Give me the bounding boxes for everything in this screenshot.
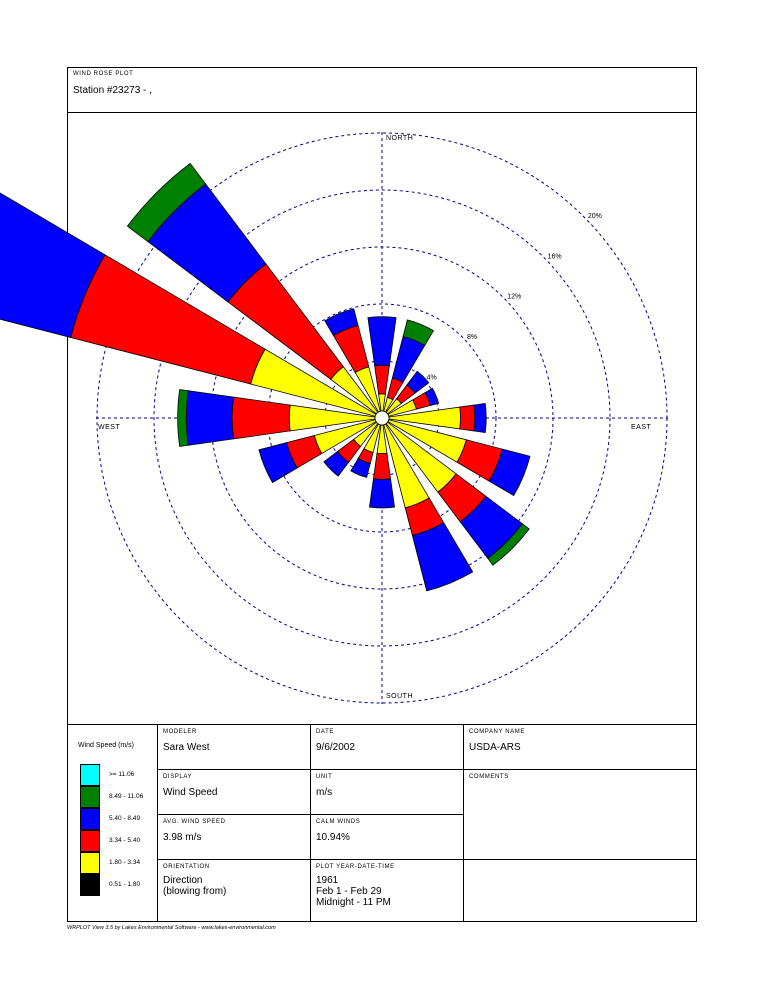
north-label: NORTH [386,135,414,142]
avg-speed-value: 3.98 m/s [163,832,202,843]
south-label: SOUTH [386,693,413,700]
legend-divider [157,724,158,922]
ring-label: 8% [466,334,478,342]
orientation-caption: ORIENTATION [163,864,210,870]
row-divider-3 [157,859,697,860]
ring-label: 4% [426,374,437,382]
modeler-value: Sara West [163,742,210,753]
row-divider-1 [157,769,697,770]
station-title: Station #23273 - , [73,85,152,96]
info-top-divider [67,724,697,725]
plot-hours: Midnight - 11 PM [316,897,391,908]
legend-label: 1.80 - 3.34 [109,859,141,866]
date-caption: DATE [316,729,334,735]
petal-W-bin-3 [186,391,233,445]
legend-title: Wind Speed (m/s) [78,742,135,749]
petal-W-bin-2 [232,397,290,439]
east-label: EAST [631,424,652,431]
col-divider-1 [310,724,311,922]
unit-caption: UNIT [316,774,333,780]
legend-swatch-blue [80,808,100,830]
row-divider-2 [157,814,463,815]
legend-label: >= 11.06 [109,771,135,778]
col-divider-2 [463,724,464,922]
calm-center [375,411,389,425]
legend-label: 0.51 - 1.80 [109,881,141,888]
header-caption: WIND ROSE PLOT [73,71,134,77]
legend-label: 8.49 - 11.06 [109,793,144,800]
ring-label: 16% [547,253,562,261]
unit-value: m/s [316,787,333,798]
avg-speed-caption: AVG. WIND SPEED [163,819,226,825]
legend-swatch-black [80,874,100,896]
petal-N-bin-2 [375,365,390,394]
legend-swatch-green [80,786,100,808]
legend-label: 5.40 - 8.49 [109,815,141,822]
display-caption: DISPLAY [163,774,193,780]
legend-swatch-yellow [80,852,100,874]
orientation-value: Direction [163,875,203,886]
legend-swatch-cyan [80,764,100,786]
orientation-note: (blowing from) [163,886,227,897]
ring-label: 20% [587,213,602,221]
company-caption: COMPANY NAME [469,729,525,735]
comments-caption: COMMENTS [469,774,509,780]
petal-S-bin-3 [369,479,394,508]
modeler-caption: MODELER [163,729,197,735]
petal-E-bin-2 [460,405,475,431]
legend-swatch-red [80,830,100,852]
legend-label: 3.34 - 5.40 [109,837,141,844]
petal-S-bin-2 [373,453,390,479]
petal-SSE-bin-3 [412,523,472,591]
date-value: 9/6/2002 [316,742,355,753]
ring-label: 12% [507,293,522,301]
plot-year: 1961 [316,875,339,886]
calm-winds-value: 10.94% [316,832,350,843]
petal-E-bin-3 [474,403,486,432]
petal-N-bin-3 [368,317,396,366]
calm-winds-caption: CALM WINDS [316,819,361,825]
company-value: USDA-ARS [469,742,521,753]
software-credit: WRPLOT View 3.5 by Lakes Environmental Software - www.lakes-environmental.com [67,925,276,931]
petal-W-bin-4 [178,390,188,447]
display-value: Wind Speed [163,787,218,798]
plot-time-caption: PLOT YEAR-DATE-TIME [316,864,395,870]
plot-dates: Feb 1 - Feb 29 [316,886,382,897]
west-label: WEST [98,424,121,431]
